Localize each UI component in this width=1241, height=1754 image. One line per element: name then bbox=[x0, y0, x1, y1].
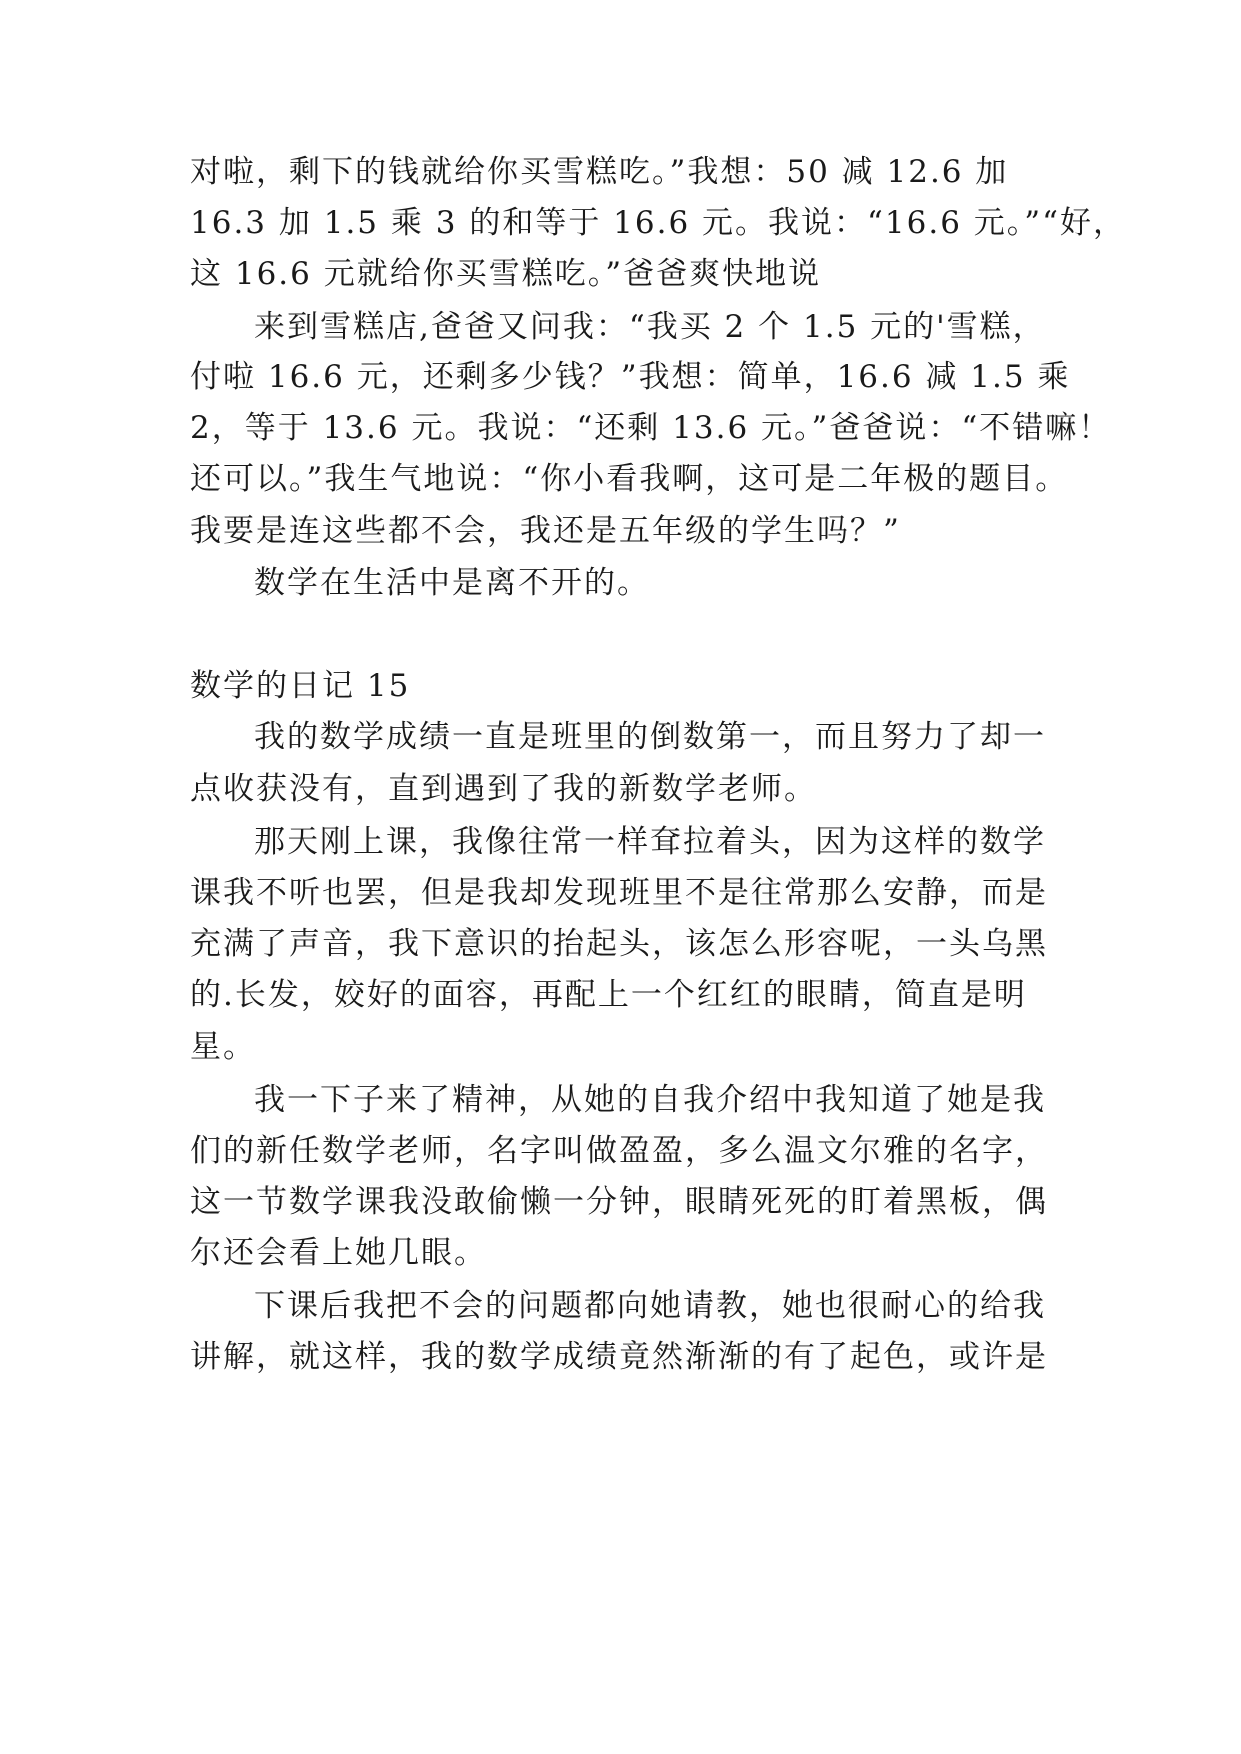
text-line: 我一下子来了精神，从她的自我介绍中我知道了她是我 bbox=[254, 1082, 1046, 1118]
text-line: 数学在生活中是离不开的。 bbox=[254, 565, 650, 601]
text-line: 16.3 加 1.5 乘 3 的和等于 16.6 元。我说：“16.6 元。”“好， bbox=[190, 205, 1126, 241]
text-line: 课我不听也罢，但是我却发现班里不是往常那么安静，而是 bbox=[190, 875, 1048, 911]
text-line: 这一节数学课我没敢偷懒一分钟，眼睛死死的盯着黑板，偶 bbox=[190, 1184, 1048, 1220]
text-line: 对啦，剩下的钱就给你买雪糕吃。”我想：50 减 12.6 加 bbox=[190, 154, 1009, 190]
text-line: 2，等于 13.6 元。我说：“还剩 13.6 元。”爸爸说：“不错嘛！ bbox=[190, 410, 1112, 446]
text-line: 星。 bbox=[190, 1029, 256, 1065]
text-line: 我的数学成绩一直是班里的倒数第一，而且努力了却一 bbox=[254, 719, 1046, 755]
text-line: 付啦 16.6 元，还剩多少钱？”我想：简单，16.6 减 1.5 乘 bbox=[190, 359, 1071, 395]
text-line: 的.长发，姣好的面容，再配上一个红红的眼睛，简直是明 bbox=[190, 977, 1027, 1013]
text-line: 还可以。”我生气地说：“你小看我啊，这可是二年极的题目。 bbox=[190, 461, 1069, 497]
text-line: 充满了声音，我下意识的抬起头，该怎么形容呢，一头乌黑 bbox=[190, 926, 1048, 962]
text-line: 我要是连这些都不会，我还是五年级的学生吗？” bbox=[190, 513, 901, 549]
text-line: 讲解，就这样，我的数学成绩竟然渐渐的有了起色，或许是 bbox=[190, 1339, 1048, 1375]
text-line: 来到雪糕店,爸爸又问我：“我买 2 个 1.5 元的'雪糕， bbox=[254, 309, 1046, 345]
text-line: 尔还会看上她几眼。 bbox=[190, 1235, 487, 1271]
text-line: 点收获没有，直到遇到了我的新数学老师。 bbox=[190, 771, 817, 807]
text-line: 们的新任数学老师，名字叫做盈盈，多么温文尔雅的名字， bbox=[190, 1133, 1048, 1169]
section-title: 数学的日记 15 bbox=[190, 668, 411, 704]
text-line: 那天刚上课，我像往常一样耷拉着头，因为这样的数学 bbox=[254, 824, 1046, 860]
text-line: 下课后我把不会的问题都向她请教，她也很耐心的给我 bbox=[254, 1288, 1046, 1324]
text-line: 这 16.6 元就给你买雪糕吃。”爸爸爽快地说 bbox=[190, 256, 822, 292]
